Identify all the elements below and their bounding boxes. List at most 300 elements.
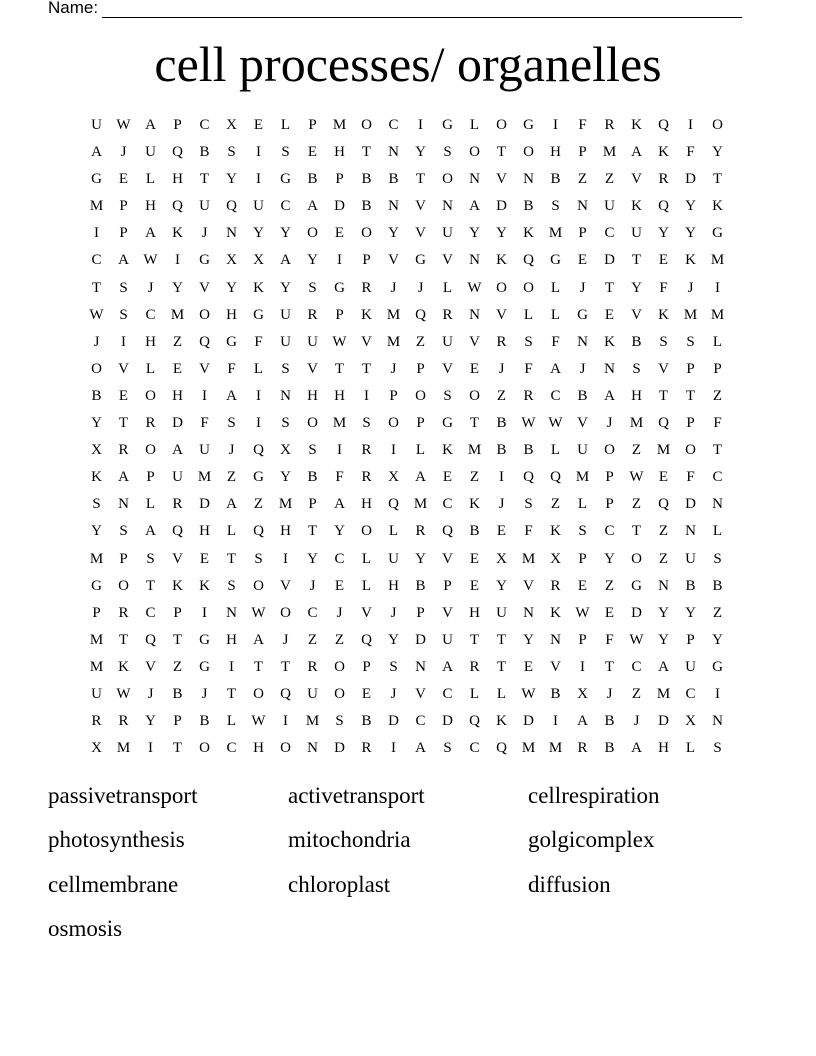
- grid-letter[interactable]: V: [280, 577, 291, 594]
- grid-letter[interactable]: Z: [658, 550, 669, 567]
- grid-letter[interactable]: T: [91, 279, 102, 296]
- grid-letter[interactable]: V: [199, 279, 210, 296]
- grid-letter[interactable]: N: [469, 252, 480, 269]
- grid-letter[interactable]: L: [145, 360, 156, 377]
- grid-letter[interactable]: C: [199, 117, 210, 133]
- grid-letter[interactable]: V: [523, 577, 534, 594]
- grid-letter[interactable]: N: [577, 198, 588, 215]
- grid-letter[interactable]: L: [550, 442, 561, 459]
- grid-letter[interactable]: G: [226, 333, 237, 350]
- grid-letter[interactable]: B: [199, 144, 210, 161]
- grid-letter[interactable]: R: [496, 333, 507, 350]
- grid-letter[interactable]: P: [389, 387, 398, 404]
- grid-letter[interactable]: M: [89, 631, 104, 648]
- grid-letter[interactable]: W: [548, 415, 563, 432]
- grid-letter[interactable]: V: [496, 306, 507, 323]
- grid-letter[interactable]: M: [413, 496, 428, 513]
- grid-letter[interactable]: T: [172, 740, 183, 757]
- grid-letter[interactable]: Y: [253, 225, 264, 242]
- grid-letter[interactable]: X: [226, 117, 237, 133]
- grid-letter[interactable]: L: [523, 306, 534, 323]
- grid-letter[interactable]: I: [499, 469, 504, 486]
- grid-letter[interactable]: P: [119, 198, 128, 215]
- grid-letter[interactable]: Q: [172, 523, 183, 540]
- grid-letter[interactable]: S: [713, 550, 722, 567]
- grid-letter[interactable]: U: [685, 550, 696, 567]
- grid-letter[interactable]: S: [659, 333, 668, 350]
- grid-letter[interactable]: W: [251, 713, 266, 730]
- grid-letter[interactable]: I: [202, 387, 207, 404]
- grid-letter[interactable]: F: [227, 360, 236, 377]
- grid-letter[interactable]: N: [388, 198, 399, 215]
- grid-letter[interactable]: U: [631, 225, 642, 242]
- grid-letter[interactable]: A: [442, 658, 453, 675]
- grid-letter[interactable]: M: [467, 442, 482, 459]
- grid-letter[interactable]: I: [580, 658, 585, 675]
- grid-letter[interactable]: U: [172, 469, 183, 486]
- grid-letter[interactable]: V: [442, 360, 453, 377]
- grid-letter[interactable]: N: [118, 496, 129, 513]
- grid-letter[interactable]: T: [604, 658, 615, 675]
- grid-letter[interactable]: I: [715, 279, 720, 296]
- grid-letter[interactable]: S: [443, 387, 452, 404]
- grid-letter[interactable]: L: [577, 496, 588, 513]
- grid-letter[interactable]: K: [685, 252, 696, 269]
- grid-letter[interactable]: P: [335, 171, 344, 188]
- grid-letter[interactable]: M: [575, 469, 590, 486]
- grid-letter[interactable]: T: [658, 387, 669, 404]
- grid-letter[interactable]: R: [442, 306, 453, 323]
- grid-letter[interactable]: K: [361, 306, 372, 323]
- grid-letter[interactable]: I: [283, 550, 288, 567]
- grid-letter[interactable]: O: [199, 306, 210, 323]
- grid-letter[interactable]: Z: [253, 496, 264, 513]
- grid-letter[interactable]: V: [415, 198, 426, 215]
- grid-letter[interactable]: G: [199, 631, 210, 648]
- grid-letter[interactable]: F: [551, 333, 560, 350]
- grid-letter[interactable]: V: [415, 225, 426, 242]
- grid-letter[interactable]: C: [91, 252, 102, 269]
- grid-letter[interactable]: B: [523, 198, 534, 215]
- grid-letter[interactable]: Q: [280, 685, 291, 702]
- grid-letter[interactable]: O: [685, 442, 696, 459]
- grid-letter[interactable]: D: [334, 198, 345, 215]
- grid-letter[interactable]: W: [575, 604, 590, 621]
- grid-letter[interactable]: L: [145, 496, 156, 513]
- grid-letter[interactable]: R: [415, 523, 426, 540]
- grid-letter[interactable]: Z: [712, 604, 723, 621]
- grid-letter[interactable]: O: [712, 117, 723, 133]
- grid-letter[interactable]: D: [685, 171, 696, 188]
- grid-letter[interactable]: G: [280, 171, 291, 188]
- grid-letter[interactable]: T: [712, 171, 723, 188]
- grid-letter[interactable]: N: [226, 604, 237, 621]
- grid-letter[interactable]: U: [91, 117, 102, 133]
- grid-letter[interactable]: O: [631, 550, 642, 567]
- grid-letter[interactable]: M: [521, 550, 536, 567]
- grid-letter[interactable]: O: [253, 577, 264, 594]
- grid-letter[interactable]: J: [201, 685, 208, 702]
- grid-letter[interactable]: S: [632, 360, 641, 377]
- grid-letter[interactable]: V: [496, 171, 507, 188]
- grid-letter[interactable]: T: [685, 387, 696, 404]
- grid-letter[interactable]: G: [442, 117, 453, 133]
- grid-letter[interactable]: D: [631, 604, 642, 621]
- grid-letter[interactable]: P: [119, 225, 128, 242]
- grid-letter[interactable]: K: [172, 225, 183, 242]
- grid-letter[interactable]: I: [229, 658, 234, 675]
- grid-letter[interactable]: A: [415, 740, 426, 757]
- grid-letter[interactable]: V: [145, 658, 156, 675]
- grid-letter[interactable]: L: [226, 523, 237, 540]
- grid-letter[interactable]: Y: [145, 713, 156, 730]
- grid-letter[interactable]: X: [550, 550, 561, 567]
- grid-letter[interactable]: L: [415, 442, 426, 459]
- grid-letter[interactable]: L: [361, 550, 372, 567]
- grid-letter[interactable]: Y: [604, 550, 615, 567]
- grid-letter[interactable]: H: [469, 604, 480, 621]
- grid-letter[interactable]: F: [578, 117, 587, 133]
- grid-letter[interactable]: L: [388, 523, 399, 540]
- grid-letter[interactable]: O: [307, 225, 318, 242]
- grid-letter[interactable]: R: [91, 713, 102, 730]
- grid-letter[interactable]: F: [659, 279, 668, 296]
- grid-letter[interactable]: O: [469, 144, 480, 161]
- grid-letter[interactable]: K: [496, 713, 507, 730]
- grid-letter[interactable]: Y: [280, 225, 291, 242]
- grid-letter[interactable]: M: [521, 740, 536, 757]
- grid-letter[interactable]: G: [712, 658, 723, 675]
- grid-letter[interactable]: I: [337, 442, 342, 459]
- grid-letter[interactable]: S: [524, 496, 533, 513]
- grid-letter[interactable]: X: [496, 550, 507, 567]
- grid-letter[interactable]: M: [548, 225, 563, 242]
- grid-letter[interactable]: I: [256, 171, 261, 188]
- grid-letter[interactable]: I: [553, 117, 558, 133]
- grid-letter[interactable]: Y: [280, 279, 291, 296]
- grid-letter[interactable]: J: [147, 685, 154, 702]
- grid-letter[interactable]: U: [685, 658, 696, 675]
- grid-letter[interactable]: Y: [658, 631, 669, 648]
- grid-letter[interactable]: R: [307, 306, 318, 323]
- grid-letter[interactable]: Z: [658, 523, 669, 540]
- grid-letter[interactable]: T: [280, 658, 291, 675]
- grid-letter[interactable]: V: [118, 360, 129, 377]
- grid-letter[interactable]: M: [305, 713, 320, 730]
- grid-letter[interactable]: N: [523, 604, 534, 621]
- grid-letter[interactable]: W: [332, 333, 347, 350]
- grid-letter[interactable]: S: [227, 144, 236, 161]
- grid-letter[interactable]: C: [334, 550, 345, 567]
- grid-letter[interactable]: U: [442, 631, 453, 648]
- grid-letter[interactable]: I: [553, 713, 558, 730]
- grid-letter[interactable]: X: [91, 740, 102, 757]
- grid-letter[interactable]: P: [416, 604, 425, 621]
- grid-letter[interactable]: J: [390, 279, 397, 296]
- grid-letter[interactable]: H: [631, 387, 642, 404]
- grid-letter[interactable]: J: [309, 577, 316, 594]
- grid-letter[interactable]: X: [388, 469, 399, 486]
- grid-letter[interactable]: R: [172, 496, 183, 513]
- grid-letter[interactable]: K: [253, 279, 264, 296]
- grid-letter[interactable]: O: [469, 387, 480, 404]
- grid-letter[interactable]: K: [496, 252, 507, 269]
- grid-letter[interactable]: Q: [172, 144, 183, 161]
- grid-letter[interactable]: H: [145, 333, 156, 350]
- grid-letter[interactable]: O: [280, 740, 291, 757]
- grid-letter[interactable]: C: [280, 198, 291, 215]
- grid-letter[interactable]: O: [604, 442, 615, 459]
- grid-letter[interactable]: C: [469, 740, 480, 757]
- grid-letter[interactable]: Q: [199, 333, 210, 350]
- grid-letter[interactable]: H: [145, 198, 156, 215]
- grid-letter[interactable]: U: [307, 333, 318, 350]
- grid-letter[interactable]: B: [550, 685, 561, 702]
- grid-letter[interactable]: E: [118, 171, 129, 188]
- grid-letter[interactable]: H: [226, 631, 237, 648]
- grid-letter[interactable]: E: [496, 523, 507, 540]
- grid-letter[interactable]: O: [334, 658, 345, 675]
- grid-letter[interactable]: C: [550, 387, 561, 404]
- grid-letter[interactable]: T: [118, 631, 129, 648]
- grid-letter[interactable]: V: [388, 252, 399, 269]
- grid-letter[interactable]: R: [658, 171, 669, 188]
- grid-letter[interactable]: M: [548, 740, 563, 757]
- grid-letter[interactable]: R: [523, 387, 534, 404]
- grid-letter[interactable]: U: [577, 442, 588, 459]
- grid-letter[interactable]: K: [469, 496, 480, 513]
- grid-letter[interactable]: S: [524, 333, 533, 350]
- grid-letter[interactable]: F: [254, 333, 263, 350]
- grid-letter[interactable]: E: [577, 252, 588, 269]
- grid-letter[interactable]: A: [145, 117, 156, 133]
- grid-letter[interactable]: Y: [172, 279, 183, 296]
- grid-letter[interactable]: M: [710, 252, 725, 269]
- grid-letter[interactable]: Q: [145, 631, 156, 648]
- grid-letter[interactable]: Q: [658, 117, 669, 133]
- grid-letter[interactable]: S: [713, 740, 722, 757]
- grid-letter[interactable]: T: [631, 252, 642, 269]
- grid-letter[interactable]: K: [658, 306, 669, 323]
- grid-letter[interactable]: C: [631, 658, 642, 675]
- grid-letter[interactable]: T: [604, 279, 615, 296]
- grid-letter[interactable]: P: [578, 225, 587, 242]
- grid-letter[interactable]: D: [415, 631, 426, 648]
- grid-letter[interactable]: S: [389, 658, 398, 675]
- grid-letter[interactable]: B: [685, 577, 696, 594]
- grid-letter[interactable]: K: [550, 604, 561, 621]
- grid-letter[interactable]: I: [364, 387, 369, 404]
- grid-letter[interactable]: L: [550, 306, 561, 323]
- grid-letter[interactable]: U: [199, 198, 210, 215]
- grid-letter[interactable]: I: [715, 685, 720, 702]
- grid-letter[interactable]: D: [442, 713, 453, 730]
- grid-letter[interactable]: S: [146, 550, 155, 567]
- grid-letter[interactable]: T: [631, 523, 642, 540]
- grid-letter[interactable]: J: [498, 496, 505, 513]
- grid-letter[interactable]: O: [496, 117, 507, 133]
- grid-letter[interactable]: V: [442, 604, 453, 621]
- grid-letter[interactable]: W: [143, 252, 158, 269]
- grid-letter[interactable]: K: [550, 523, 561, 540]
- grid-letter[interactable]: O: [253, 685, 264, 702]
- grid-letter[interactable]: L: [685, 740, 696, 757]
- grid-letter[interactable]: Q: [388, 496, 399, 513]
- grid-letter[interactable]: C: [442, 496, 453, 513]
- grid-letter[interactable]: L: [226, 713, 237, 730]
- grid-letter[interactable]: Y: [226, 279, 237, 296]
- grid-letter[interactable]: W: [629, 469, 644, 486]
- grid-letter[interactable]: C: [604, 225, 615, 242]
- grid-letter[interactable]: F: [524, 360, 533, 377]
- grid-letter[interactable]: Z: [469, 469, 480, 486]
- grid-letter[interactable]: T: [334, 360, 345, 377]
- grid-letter[interactable]: Q: [442, 523, 453, 540]
- grid-letter[interactable]: T: [145, 577, 156, 594]
- grid-letter[interactable]: F: [524, 523, 533, 540]
- grid-letter[interactable]: I: [175, 252, 180, 269]
- grid-letter[interactable]: Q: [361, 631, 372, 648]
- grid-letter[interactable]: P: [605, 496, 614, 513]
- grid-letter[interactable]: R: [550, 577, 561, 594]
- grid-letter[interactable]: L: [550, 279, 561, 296]
- grid-letter[interactable]: W: [521, 415, 536, 432]
- grid-letter[interactable]: T: [226, 550, 237, 567]
- grid-letter[interactable]: E: [523, 658, 534, 675]
- grid-letter[interactable]: Z: [496, 387, 507, 404]
- grid-letter[interactable]: J: [579, 360, 586, 377]
- grid-letter[interactable]: C: [604, 523, 615, 540]
- grid-letter[interactable]: T: [226, 685, 237, 702]
- grid-letter[interactable]: X: [280, 442, 291, 459]
- grid-letter[interactable]: J: [147, 279, 154, 296]
- grid-letter[interactable]: R: [361, 740, 372, 757]
- grid-letter[interactable]: Y: [415, 144, 426, 161]
- grid-letter[interactable]: J: [606, 415, 613, 432]
- grid-letter[interactable]: B: [604, 713, 615, 730]
- grid-letter[interactable]: I: [337, 252, 342, 269]
- grid-letter[interactable]: U: [280, 306, 291, 323]
- grid-letter[interactable]: B: [307, 171, 318, 188]
- grid-letter[interactable]: B: [496, 415, 507, 432]
- grid-letter[interactable]: G: [199, 658, 210, 675]
- grid-letter[interactable]: S: [443, 740, 452, 757]
- grid-letter[interactable]: B: [361, 713, 372, 730]
- grid-letter[interactable]: W: [89, 306, 104, 323]
- grid-letter[interactable]: Y: [91, 523, 102, 540]
- grid-letter[interactable]: D: [334, 740, 345, 757]
- grid-letter[interactable]: H: [550, 144, 561, 161]
- grid-letter[interactable]: D: [658, 713, 669, 730]
- grid-letter[interactable]: V: [550, 658, 561, 675]
- grid-letter[interactable]: P: [713, 360, 722, 377]
- grid-letter[interactable]: Y: [91, 415, 102, 432]
- grid-letter[interactable]: Y: [496, 577, 507, 594]
- grid-letter[interactable]: Y: [658, 604, 669, 621]
- grid-letter[interactable]: S: [281, 415, 290, 432]
- grid-letter[interactable]: C: [712, 469, 723, 486]
- grid-letter[interactable]: S: [362, 415, 371, 432]
- grid-letter[interactable]: E: [361, 685, 372, 702]
- grid-letter[interactable]: J: [417, 279, 424, 296]
- grid-letter[interactable]: P: [686, 415, 695, 432]
- grid-letter[interactable]: B: [172, 685, 183, 702]
- grid-letter[interactable]: T: [361, 360, 372, 377]
- grid-letter[interactable]: K: [604, 333, 615, 350]
- grid-letter[interactable]: U: [442, 225, 453, 242]
- grid-letter[interactable]: B: [361, 198, 372, 215]
- grid-letter[interactable]: H: [172, 387, 183, 404]
- grid-letter[interactable]: N: [415, 658, 426, 675]
- grid-letter[interactable]: L: [496, 685, 507, 702]
- grid-letter[interactable]: E: [604, 604, 615, 621]
- grid-letter[interactable]: Z: [631, 496, 642, 513]
- grid-letter[interactable]: I: [391, 442, 396, 459]
- grid-letter[interactable]: G: [199, 252, 210, 269]
- grid-letter[interactable]: H: [172, 171, 183, 188]
- grid-letter[interactable]: C: [226, 740, 237, 757]
- grid-letter[interactable]: X: [253, 252, 264, 269]
- grid-letter[interactable]: V: [307, 360, 318, 377]
- grid-letter[interactable]: N: [388, 144, 399, 161]
- grid-letter[interactable]: Z: [604, 171, 615, 188]
- grid-letter[interactable]: O: [361, 523, 372, 540]
- grid-letter[interactable]: B: [604, 740, 615, 757]
- grid-letter[interactable]: I: [148, 740, 153, 757]
- grid-letter[interactable]: Y: [307, 550, 318, 567]
- grid-letter[interactable]: J: [228, 442, 235, 459]
- grid-letter[interactable]: V: [658, 360, 669, 377]
- grid-letter[interactable]: D: [199, 496, 210, 513]
- grid-letter[interactable]: N: [712, 496, 723, 513]
- grid-letter[interactable]: Y: [388, 631, 399, 648]
- grid-letter[interactable]: K: [712, 198, 723, 215]
- grid-letter[interactable]: B: [712, 577, 723, 594]
- grid-letter[interactable]: Z: [172, 658, 183, 675]
- grid-letter[interactable]: N: [280, 387, 291, 404]
- grid-letter[interactable]: C: [685, 685, 696, 702]
- grid-letter[interactable]: S: [119, 306, 128, 323]
- grid-letter[interactable]: Q: [658, 415, 669, 432]
- grid-letter[interactable]: N: [226, 225, 237, 242]
- grid-letter[interactable]: M: [629, 415, 644, 432]
- grid-letter[interactable]: Q: [172, 198, 183, 215]
- grid-letter[interactable]: T: [496, 658, 507, 675]
- grid-letter[interactable]: Z: [550, 496, 561, 513]
- grid-letter[interactable]: O: [496, 279, 507, 296]
- grid-letter[interactable]: G: [550, 252, 561, 269]
- grid-letter[interactable]: Y: [712, 631, 723, 648]
- grid-letter[interactable]: T: [469, 415, 480, 432]
- grid-letter[interactable]: I: [418, 117, 423, 133]
- grid-letter[interactable]: O: [145, 442, 156, 459]
- grid-letter[interactable]: K: [631, 117, 642, 133]
- grid-letter[interactable]: N: [523, 171, 534, 188]
- grid-letter[interactable]: Z: [631, 685, 642, 702]
- grid-letter[interactable]: E: [577, 577, 588, 594]
- grid-letter[interactable]: Y: [685, 198, 696, 215]
- grid-letter[interactable]: A: [631, 144, 642, 161]
- grid-letter[interactable]: I: [256, 415, 261, 432]
- grid-letter[interactable]: Q: [226, 198, 237, 215]
- grid-letter[interactable]: K: [91, 469, 102, 486]
- grid-letter[interactable]: M: [116, 740, 131, 757]
- grid-letter[interactable]: V: [577, 415, 588, 432]
- grid-letter[interactable]: U: [91, 685, 102, 702]
- grid-letter[interactable]: D: [523, 713, 534, 730]
- grid-letter[interactable]: H: [388, 577, 399, 594]
- grid-letter[interactable]: V: [631, 306, 642, 323]
